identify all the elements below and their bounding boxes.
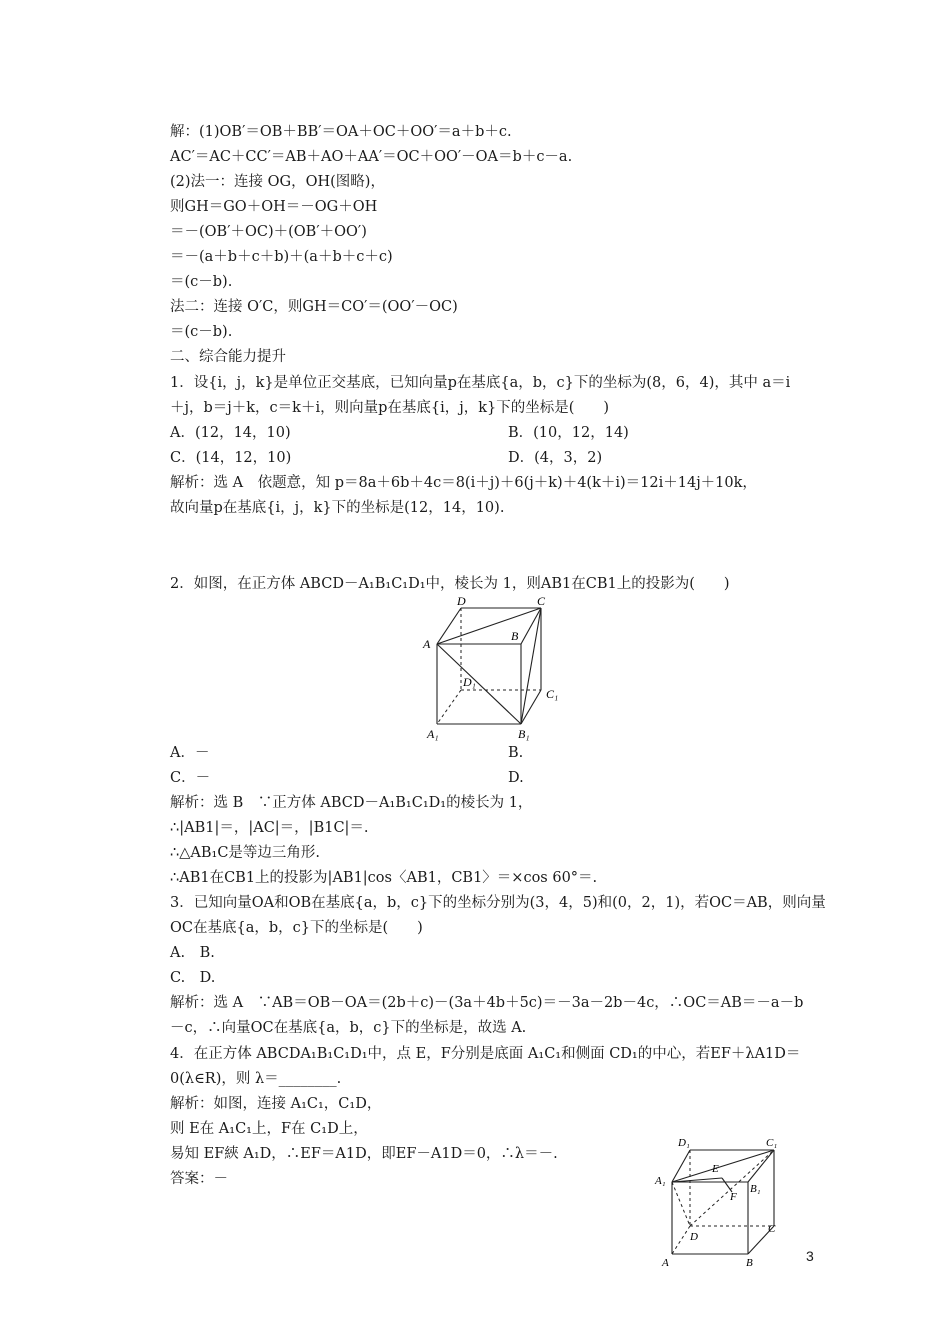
question-2-option-b: B. (508, 745, 524, 761)
text-line: ＝(c－b). (170, 324, 233, 340)
text-line: 法二：连接 O′C，则GH＝CO′＝(OO′－OC) (170, 299, 458, 315)
text-line: ∴|AB1|＝，|AC|＝，|B1C|＝. (170, 820, 369, 836)
label-b1: B₁ (518, 727, 530, 741)
question-4-stem: 0(λ∈R)，则 λ＝________. (170, 1071, 342, 1087)
text-line: 解析：选 A 依题意，知 p＝8a＋6b＋4c＝8(i＋j)＋6(j＋k)＋4(k＋i)＝12i＋14j＋10k， (170, 475, 757, 491)
question-1-stem: ＋j，b＝j＋k，c＝k＋i，则向量p在基底{i，j，k}下的坐标是( ) (170, 400, 610, 416)
label-b: B (511, 629, 519, 643)
label-e: E (712, 1163, 719, 1175)
question-2-stem: 2．如图，在正方体 ABCD－A₁B₁C₁D₁中，棱长为 1，则AB1在CB1上的投影为( ) (170, 576, 730, 592)
question-2-option-a: A．－ (170, 745, 210, 761)
label-d1: D₁ (463, 675, 476, 689)
text-line: ∴△AB₁C是等边三角形. (170, 845, 321, 861)
page-number: 3 (806, 1248, 814, 1264)
question-3-stem: OC在基底{a，b，c}下的坐标是( ) (170, 920, 423, 936)
label-d1: D₁ (678, 1137, 690, 1149)
question-1-option-b: B．(10，12，14) (508, 425, 629, 441)
label-f: F (730, 1191, 737, 1203)
label-b1: B₁ (750, 1183, 761, 1195)
cube-figure-2 (652, 1132, 792, 1272)
text-line: 解析：选 A ∵AB＝OB－OA＝(2b＋c)－(3a＋4b＋5c)＝－3a－2b－4c，∴OC＝AB＝－a－b (170, 995, 804, 1011)
question-2-option-c: C．－ (170, 770, 211, 786)
label-b: B (746, 1257, 753, 1269)
text-line: 解析：选 B ∵正方体 ABCD－A₁B₁C₁D₁的棱长为 1， (170, 795, 533, 811)
question-1-option-c: C．(14，12，10) (170, 450, 292, 466)
label-c1: C₁ (766, 1137, 778, 1149)
label-a1: A₁ (427, 727, 439, 741)
question-1-option-a: A．(12，14，10) (170, 425, 291, 441)
label-c1: C₁ (546, 687, 559, 701)
label-a1: A₁ (655, 1175, 666, 1187)
question-3-options-cd: C. D. (170, 970, 216, 986)
text-line: ＝－(OB′＋OC)＋(OB′＋OO′) (170, 224, 367, 240)
text-line: ∴AB1在CB1上的投影为|AB1|cos〈AB1，CB1〉＝×cos 60°＝. (170, 870, 598, 886)
text-line: 故向量p在基底{i，j，k}下的坐标是(12，14，10). (170, 500, 505, 516)
question-3-stem: 3．已知向量OA和OB在基底{a，b，c}下的坐标分别为(3，4，5)和(0，2，1)，若OC＝AB，则向量 (170, 895, 826, 911)
question-1-option-d: D．(4，3，2) (508, 450, 603, 466)
label-a: A (423, 637, 431, 651)
text-line: AC′＝AC＋CC′＝AB＋AO＋AA′＝OC＋OO′－OA＝b＋c－a. (170, 149, 573, 165)
cube-figure-1 (415, 596, 575, 741)
text-line: 解析：如图，连接 A₁C₁，C₁D， (170, 1096, 382, 1112)
question-4-stem: 4．在正方体 ABCDA₁B₁C₁D₁中，点 E，F分别是底面 A₁C₁和侧面 CD₁的中心，若EF＋λA1D＝ (170, 1046, 801, 1062)
label-a: A (662, 1257, 669, 1269)
label-c: C (768, 1223, 776, 1235)
text-line: 则 E在 A₁C₁上，F在 C₁D上， (170, 1121, 368, 1137)
text-line: 解：(1)OB′＝OB＋BB′＝OA＋OC＋OO′＝a＋b＋c. (170, 124, 512, 140)
text-line: (2)法一：连接 OG，OH(图略)， (170, 174, 385, 190)
text-line: －c，∴向量OC在基底{a，b，c}下的坐标是，故选 A. (170, 1020, 527, 1036)
text-line: ＝(c－b). (170, 274, 233, 290)
question-2-option-d: D. (508, 770, 524, 786)
answer-line: 答案：－ (170, 1171, 228, 1187)
label-c: C (537, 596, 546, 608)
text-line: ＝－(a＋b＋c＋b)＋(a＋b＋c＋c) (170, 249, 393, 265)
section-heading: 二、综合能力提升 (170, 349, 286, 365)
text-line: 易知 EF綊 A₁D，∴EF＝A1D，即EF－A1D＝0，∴λ＝－. (170, 1146, 558, 1162)
question-3-options-ab: A. B. (170, 945, 215, 961)
label-d: D (690, 1231, 698, 1243)
question-1-stem: 1．设{i，j，k}是单位正交基底，已知向量p在基底{a，b，c}下的坐标为(8，6，4)，其中 a＝i (170, 375, 791, 391)
label-d: D (457, 596, 466, 608)
text-line: 则GH＝GO＋OH＝－OG＋OH (170, 199, 378, 215)
